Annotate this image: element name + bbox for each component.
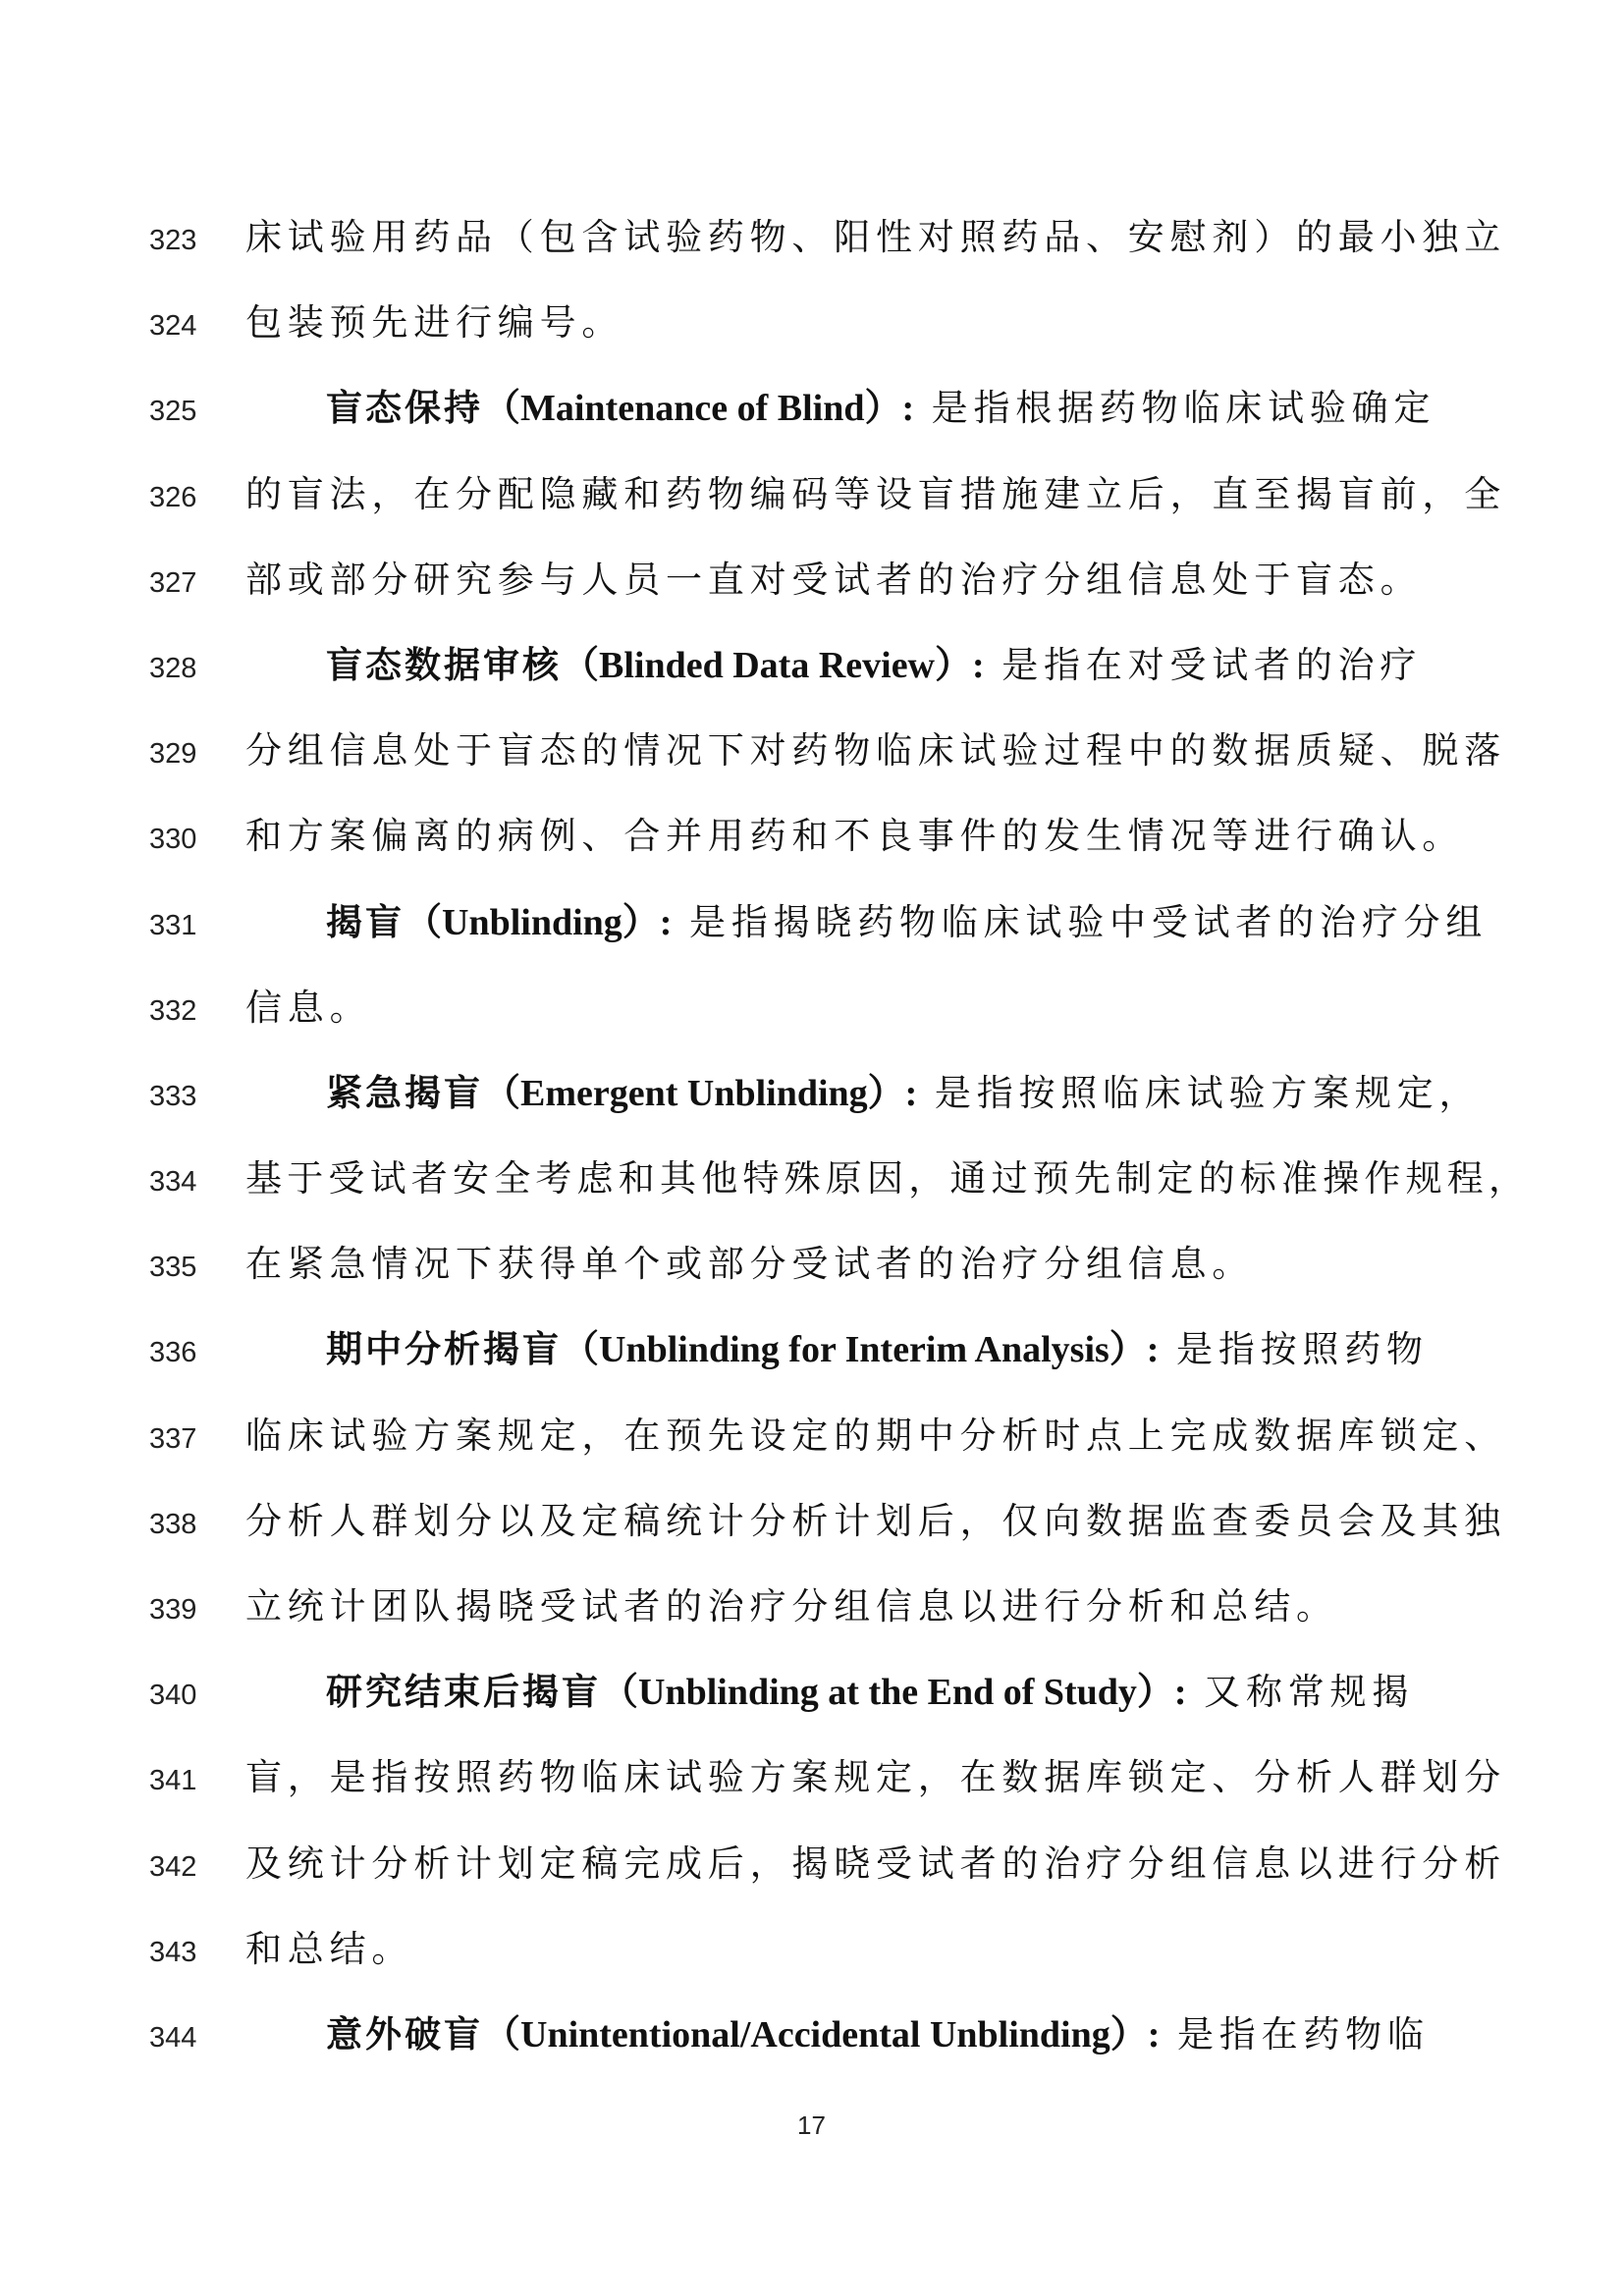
line-number: 327 <box>149 566 197 599</box>
line-text: 临床试验方案规定，在预先设定的期中分析时点上完成数据库锁定、 <box>245 1414 1506 1457</box>
line-number: 343 <box>149 1936 197 1968</box>
text-line <box>0 544 1623 629</box>
line-number: 334 <box>149 1166 197 1199</box>
line-text: 分组信息处于盲态的情况下对药物临床试验过程中的数据质疑、脱落 <box>245 729 1506 773</box>
term-chinese: 研究结束后揭盲 <box>326 1671 601 1714</box>
term-chinese: 揭盲 <box>326 900 405 943</box>
text-line <box>0 800 1623 885</box>
text-line <box>0 1828 1623 1913</box>
definition-text: 是指在对受试者的治疗 <box>984 643 1423 686</box>
text-line <box>0 458 1623 544</box>
text-line <box>0 972 1623 1057</box>
line-number: 323 <box>149 225 197 256</box>
term-english: （Unblinding for Interim Analysis）: <box>562 1329 1160 1371</box>
term-english: （Maintenance of Blind）: <box>483 388 915 430</box>
page-number: 17 <box>797 2110 826 2140</box>
definition-line <box>0 629 1623 715</box>
line-text: 在紧急情况下获得单个或部分受试者的治疗分组信息。 <box>245 1243 1255 1286</box>
line-text: 基于受试者安全考虑和其他特殊原因，通过预先制定的标准操作规程， <box>245 1157 1531 1201</box>
definition-line <box>0 372 1623 457</box>
definition-line <box>0 1999 1623 2084</box>
definition-text: 是指按照临床试验方案规定， <box>917 1071 1482 1114</box>
line-text: 及统计分析计划定稿完成后，揭晓受试者的治疗分组信息以进行分析 <box>245 1842 1506 1885</box>
text-line <box>0 1485 1623 1571</box>
definition-line <box>0 1313 1623 1399</box>
definition-text: 是指在药物临 <box>1160 2012 1430 2056</box>
line-number: 340 <box>149 1680 197 1712</box>
line-number: 325 <box>149 396 197 428</box>
term-chinese: 期中分析揭盲 <box>326 1328 562 1371</box>
line-number: 336 <box>149 1337 197 1369</box>
line-number: 328 <box>149 652 197 684</box>
line-number: 332 <box>149 994 197 1027</box>
definition-text: 是指按照药物 <box>1159 1328 1429 1371</box>
definition-text: 是指揭晓药物临床试验中受试者的治疗分组 <box>672 900 1488 943</box>
text-line <box>0 1400 1623 1485</box>
line-text: 盲，是指按照药物临床试验方案规定，在数据库锁定、分析人群划分 <box>245 1756 1506 1799</box>
line-text: 和总结。 <box>245 1927 414 1970</box>
line-text: 床试验用药品（包含试验药物、阳性对照药品、安慰剂）的最小独立 <box>245 216 1506 258</box>
line-text <box>326 641 1475 690</box>
line-text <box>326 384 1475 433</box>
line-number: 333 <box>149 1080 197 1112</box>
line-number: 339 <box>149 1594 197 1626</box>
text-line <box>0 715 1623 800</box>
line-number: 330 <box>149 824 197 856</box>
line-text: 部或部分研究参与人员一直对受试者的治疗分组信息处于盲态。 <box>245 558 1423 601</box>
line-text <box>326 898 1488 947</box>
text-line <box>0 1228 1623 1313</box>
line-text <box>326 1325 1475 1374</box>
text-line <box>0 287 1623 372</box>
term-chinese: 盲态数据审核 <box>326 643 562 686</box>
term-chinese: 紧急揭盲 <box>326 1071 483 1114</box>
text-line <box>0 1143 1623 1228</box>
line-text <box>326 1668 1475 1717</box>
term-english: （Unblinding）: <box>405 901 673 943</box>
text-line <box>0 1571 1623 1656</box>
line-number: 329 <box>149 738 197 771</box>
definition-line <box>0 1057 1623 1143</box>
definition-line <box>0 1656 1623 1741</box>
term-chinese: 意外破盲 <box>326 2012 483 2056</box>
line-text <box>326 1069 1482 1118</box>
definition-line <box>0 886 1623 972</box>
line-text: 信息。 <box>245 986 372 1029</box>
term-english: （Blinded Data Review）: <box>562 644 985 686</box>
line-number: 344 <box>149 2021 197 2054</box>
line-number: 342 <box>149 1850 197 1883</box>
term-english: （Unblinding at the End of Study）: <box>601 1672 1187 1714</box>
text-line <box>0 201 1623 287</box>
term-chinese: 盲态保持 <box>326 387 483 430</box>
line-number: 335 <box>149 1252 197 1284</box>
text-line <box>0 1741 1623 1827</box>
line-text: 的盲法，在分配隐藏和药物编码等设盲措施建立后，直至揭盲前，全 <box>245 472 1506 515</box>
line-number: 341 <box>149 1765 197 1797</box>
term-english: （Unintentional/Accidental Unblinding）: <box>483 2013 1161 2056</box>
line-number: 326 <box>149 481 197 513</box>
definition-text: 又称常规揭 <box>1186 1671 1415 1714</box>
line-number: 324 <box>149 310 197 343</box>
line-text: 分析人群划分以及定稿统计分析计划后，仅向数据监查委员会及其独 <box>245 1499 1506 1542</box>
text-body <box>0 201 1623 2084</box>
line-text: 立统计团队揭晓受试者的治疗分组信息以进行分析和总结。 <box>245 1585 1338 1628</box>
term-english: （Emergent Unblinding）: <box>483 1072 918 1114</box>
line-number: 337 <box>149 1422 197 1455</box>
line-number: 338 <box>149 1508 197 1540</box>
definition-text: 是指根据药物临床试验确定 <box>914 387 1436 430</box>
text-line <box>0 1913 1623 1999</box>
line-text <box>326 2010 1475 2059</box>
line-text: 和方案偏离的病例、合并用药和不良事件的发生情况等进行确认。 <box>245 815 1465 858</box>
line-text: 包装预先进行编号。 <box>245 301 624 345</box>
line-number: 331 <box>149 909 197 941</box>
